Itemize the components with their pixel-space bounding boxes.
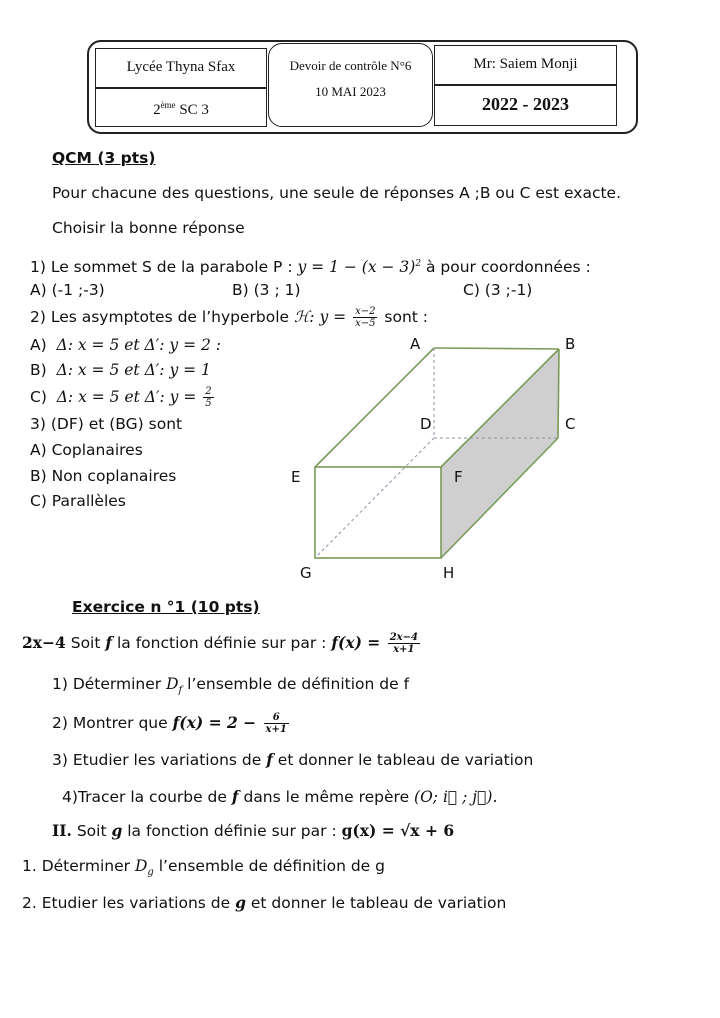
q1-text: 1) Le sommet S de la parabole P : [30,258,298,277]
edge-ae [315,348,434,467]
vertex-d: D [420,415,432,433]
q2-text-end: sont : [379,308,428,326]
part-2-item-1 [22,856,385,883]
item-text: dans le même repère [238,788,415,806]
edge-dg-hidden [315,438,434,558]
part-number: 2x−4 [22,633,66,652]
part-number: II. [52,821,72,840]
exercise-1-title: Exercice n °1 (10 pts) [72,598,260,616]
class-name: SC 3 [175,102,209,118]
item-text: 1. Déterminer [22,857,135,875]
item-math: f [266,750,273,769]
school-year: 2022 - 2023 [482,94,569,114]
answer-math: Δ: x = 5 et Δ′: y = 2 : [56,336,222,354]
face-efgh [315,467,441,558]
q1-text-end: à pour coordonnées : [421,258,591,277]
item-math: D [166,675,179,693]
numerator: 2 [205,386,212,397]
school-name: Lycée Thyna Sfax [126,59,236,75]
function-name: f [105,633,113,652]
q1-math: y = 1 − (x − 3) [297,258,416,277]
q2-numerator: x−2 [355,306,376,317]
answer-label: C) [30,388,47,406]
item-text: l’ensemble de définition de f [182,675,410,693]
item-math: g [235,893,246,912]
class-level: 2 [153,102,161,118]
item-text: 2) Montrer que [52,714,173,732]
q3-answer-b: B) Non coplanaires [30,467,177,485]
exam-date: 10 MAI 2023 [315,84,386,99]
answer-label: A) [30,336,47,354]
answer-label: B) [30,361,47,379]
edge-bc [558,349,559,438]
vertex-f: F [454,468,463,486]
edge-ab [434,348,559,349]
statement-text: Soit [71,822,112,840]
vertex-h: H [443,564,455,582]
item-math: f [231,787,239,806]
item-text: et donner le tableau de variation [272,751,534,769]
q1-exp: 2 [415,259,422,269]
exam-title: Devoir de contrôle N°6 [289,58,412,73]
part-1-item-4 [62,787,497,807]
denominator: x+1 [393,644,415,655]
item-text: et donner le tableau de variation [245,894,507,912]
q2-text: 2) Les asymptotes de l’hyperbole [30,308,294,326]
q2-denominator: x−5 [355,318,376,329]
q1-answer-c: C) (3 ;-1) [463,281,533,299]
statement-text: la fonction définie sur par : [112,634,332,652]
part-1-item-1 [52,674,409,701]
vertex-e: E [291,468,301,486]
qcm-instruction: Pour chacune des questions, une seule de réponses A ;B ou C est exacte. [52,184,622,202]
teacher-name: Mr: Saiem Monji [473,56,578,72]
class-sup: ème [160,100,176,110]
item-text: 4)Tracer la courbe de [62,788,232,806]
part-2-item-2 [22,893,506,913]
vertex-g: G [300,564,312,582]
item-text: 2. Etudier les variations de [22,894,236,912]
item-text: 3) Etudier les variations de [52,751,267,769]
denominator: 5 [205,398,212,409]
q2-math: ℋ: y = [293,308,352,326]
function-name: g [111,821,123,840]
function-expr: f(x) = [331,633,386,652]
q3-answer-a: A) Coplanaires [30,441,143,459]
denominator: x+1 [265,724,287,735]
part-2-statement [52,821,454,841]
shaded-face-bcfh [441,349,559,558]
item-text: 1) Déterminer [52,675,167,693]
question-3: 3) (DF) et (BG) sont [30,415,183,433]
vertex-b: B [565,335,576,353]
statement-text: la fonction définie sur par : [122,822,342,840]
part-1-item-3 [52,750,533,770]
answer-math: Δ: x = 5 et Δ′: y = [56,388,202,406]
qcm-title: QCM (3 pts) [52,149,156,167]
part-1-item-2 [52,712,291,735]
vertex-a: A [410,335,421,353]
qcm-choose: Choisir la bonne réponse [52,219,245,237]
q1-answer-a: A) (-1 ;-3) [30,281,105,299]
part-1-statement [22,632,422,655]
function-fraction [388,632,420,655]
item-text: l’ensemble de définition de g [153,857,385,875]
q1-answer-b: B) (3 ; 1) [232,281,301,299]
item-sub: f [178,685,183,697]
item-fraction [264,712,289,735]
statement-text: Soit [65,634,106,652]
answer-math: Δ: x = 5 et Δ′: y = 1 [56,361,211,379]
item-sub: g [147,867,154,879]
q3-answer-c: C) Parallèles [30,492,126,510]
numerator: 2x−4 [389,632,418,643]
function-expr: g(x) = √x + 6 [341,821,455,840]
item-math: f(x) = 2 − [172,713,262,732]
numerator: 6 [264,712,289,724]
vertex-c: C [565,415,576,433]
item-math: (O; i⃗ ; j⃗). [414,788,498,806]
item-math: D [134,857,148,875]
